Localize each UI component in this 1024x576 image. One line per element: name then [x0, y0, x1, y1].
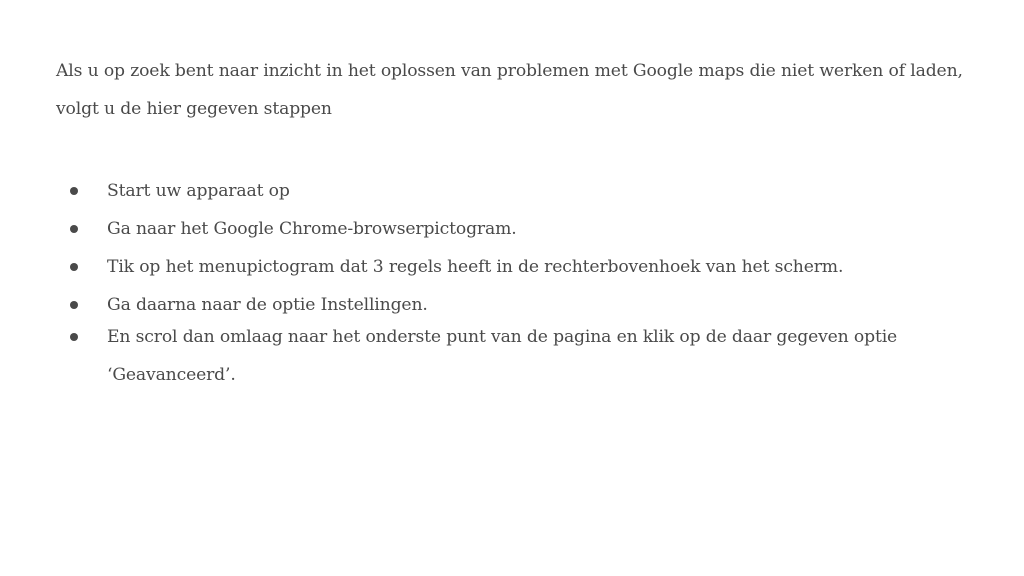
bullet-icon — [70, 225, 78, 233]
bullet-icon — [70, 263, 78, 271]
steps-list — [56, 172, 976, 394]
step-text: En scrol dan omlaag naar het onderste punt van de pagina en klik op de daar gegeven optie ‘Geavanceerd’. — [107, 327, 898, 385]
step-text: Ga daarna naar de optie Instellingen. — [107, 295, 428, 315]
bullet-icon — [70, 301, 78, 309]
step-text: Tik op het menupictogram dat 3 regels heeft in de rechterbovenhoek van het scherm. — [107, 257, 844, 277]
bullet-icon — [70, 187, 78, 195]
list-item — [56, 210, 976, 248]
list-item — [56, 248, 976, 286]
step-text: Start uw apparaat op — [107, 181, 290, 201]
list-item — [56, 318, 976, 394]
list-item — [56, 172, 976, 210]
bullet-icon — [70, 333, 78, 341]
intro-paragraph: Als u op zoek bent naar inzicht in het oplossen van problemen met Google maps die niet werken of laden, volgt u de hier gegeven stappen — [56, 61, 963, 119]
step-text: Ga naar het Google Chrome-browserpictogram. — [107, 219, 517, 239]
